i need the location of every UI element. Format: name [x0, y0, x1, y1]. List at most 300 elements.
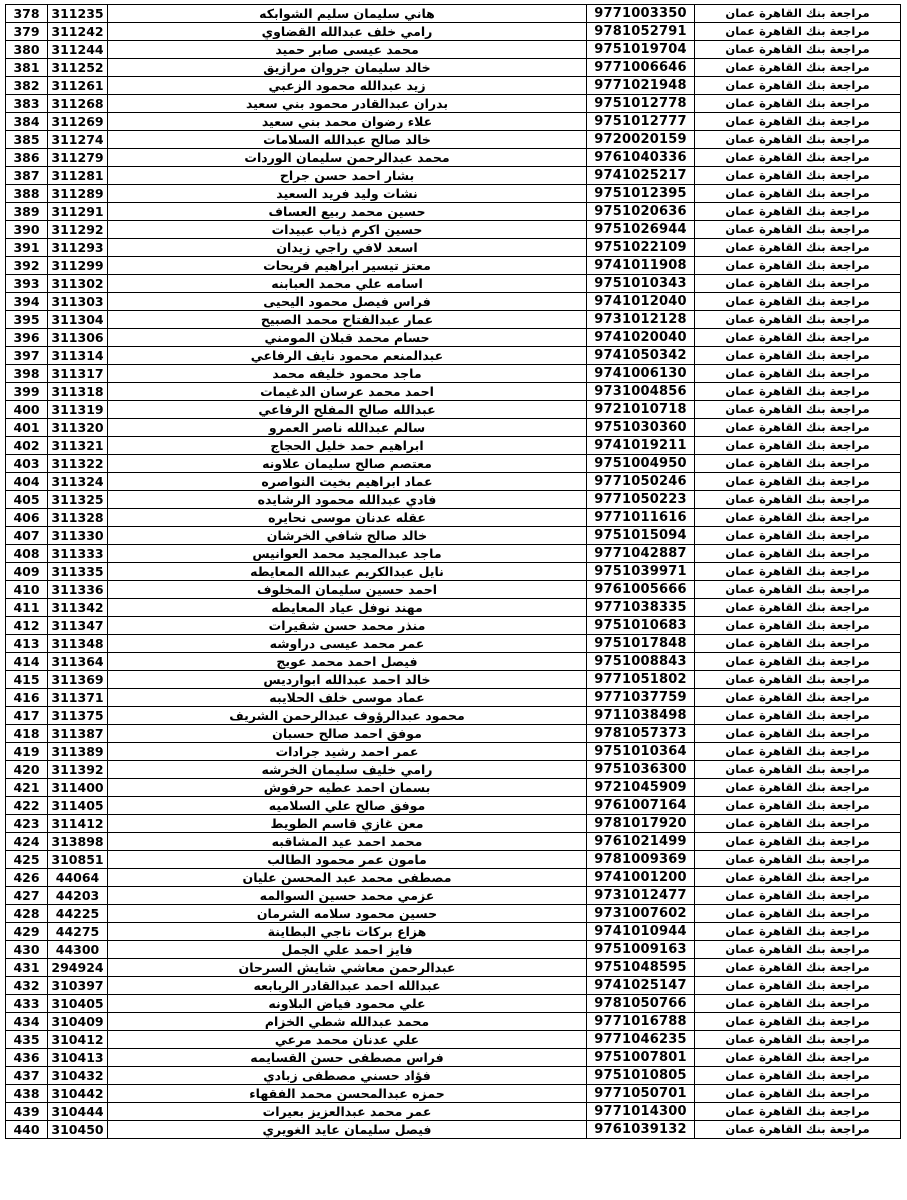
- table-row: [6, 5, 901, 23]
- cell-sequence: 396: [6, 329, 48, 347]
- cell-national-id: 9751012395: [587, 185, 695, 203]
- cell-national-id: 9731012128: [587, 311, 695, 329]
- cell-file-number: 311291: [48, 203, 108, 221]
- cell-branch: مراجعة بنك القاهرة عمان: [695, 131, 901, 149]
- cell-national-id: 9741006130: [587, 365, 695, 383]
- cell-file-number: 311289: [48, 185, 108, 203]
- cell-sequence: 431: [6, 959, 48, 977]
- cell-file-number: 311299: [48, 257, 108, 275]
- cell-sequence: 379: [6, 23, 48, 41]
- cell-file-number: 311304: [48, 311, 108, 329]
- cell-name: اسعد لافي راجي زيدان: [108, 239, 587, 257]
- cell-national-id: 9751008843: [587, 653, 695, 671]
- cell-national-id: 9721010718: [587, 401, 695, 419]
- cell-name: هاني سليمان سليم الشوابكه: [108, 5, 587, 23]
- cell-file-number: 311330: [48, 527, 108, 545]
- cell-sequence: 410: [6, 581, 48, 599]
- cell-name: عبدالله صالح المفلح الرفاعي: [108, 401, 587, 419]
- cell-national-id: 9751010683: [587, 617, 695, 635]
- cell-sequence: 394: [6, 293, 48, 311]
- cell-national-id: 9761005666: [587, 581, 695, 599]
- cell-branch: مراجعة بنك القاهرة عمان: [695, 1067, 901, 1085]
- cell-national-id: 9781050766: [587, 995, 695, 1013]
- table-row: [6, 473, 901, 491]
- table-row: [6, 131, 901, 149]
- cell-name: معتز تيسير ابراهيم فريحات: [108, 257, 587, 275]
- cell-file-number: 311318: [48, 383, 108, 401]
- cell-branch: مراجعة بنك القاهرة عمان: [695, 1103, 901, 1121]
- cell-national-id: 9720020159: [587, 131, 695, 149]
- table-row: [6, 293, 901, 311]
- cell-file-number: 311324: [48, 473, 108, 491]
- cell-branch: مراجعة بنك القاهرة عمان: [695, 149, 901, 167]
- cell-branch: مراجعة بنك القاهرة عمان: [695, 41, 901, 59]
- cell-name: علي عدنان محمد مرعي: [108, 1031, 587, 1049]
- table-row: [6, 1103, 901, 1121]
- table-row: [6, 383, 901, 401]
- table-row: [6, 527, 901, 545]
- cell-sequence: 390: [6, 221, 48, 239]
- cell-branch: مراجعة بنك القاهرة عمان: [695, 1031, 901, 1049]
- table-row: [6, 851, 901, 869]
- cell-name: فراس فيصل محمود اليحيى: [108, 293, 587, 311]
- table-row: [6, 905, 901, 923]
- cell-file-number: 310409: [48, 1013, 108, 1031]
- cell-file-number: 311328: [48, 509, 108, 527]
- table-row: [6, 149, 901, 167]
- cell-branch: مراجعة بنك القاهرة عمان: [695, 23, 901, 41]
- table-row: [6, 419, 901, 437]
- cell-sequence: 427: [6, 887, 48, 905]
- cell-file-number: 310412: [48, 1031, 108, 1049]
- table-row: [6, 1121, 901, 1139]
- cell-file-number: 311336: [48, 581, 108, 599]
- cell-national-id: 9711038498: [587, 707, 695, 725]
- cell-name: خالد صالح عبدالله السلامات: [108, 131, 587, 149]
- cell-branch: مراجعة بنك القاهرة عمان: [695, 833, 901, 851]
- cell-national-id: 9751048595: [587, 959, 695, 977]
- cell-sequence: 437: [6, 1067, 48, 1085]
- table-row: [6, 707, 901, 725]
- cell-file-number: 310405: [48, 995, 108, 1013]
- cell-branch: مراجعة بنك القاهرة عمان: [695, 599, 901, 617]
- cell-name: فؤاد حسني مصطفى زبادي: [108, 1067, 587, 1085]
- cell-branch: مراجعة بنك القاهرة عمان: [695, 365, 901, 383]
- cell-name: ماجد عبدالمجيد محمد العوانيس: [108, 545, 587, 563]
- table-row: [6, 743, 901, 761]
- table-row: [6, 509, 901, 527]
- cell-name: موفق احمد صالح حسبان: [108, 725, 587, 743]
- cell-sequence: 397: [6, 347, 48, 365]
- cell-national-id: 9751004950: [587, 455, 695, 473]
- table-row: [6, 23, 901, 41]
- table-row: [6, 95, 901, 113]
- cell-name: عزمي محمد حسين السوالمه: [108, 887, 587, 905]
- cell-name: هزاع بركات ناجي البطاينة: [108, 923, 587, 941]
- cell-branch: مراجعة بنك القاهرة عمان: [695, 257, 901, 275]
- cell-sequence: 382: [6, 77, 48, 95]
- table-row: [6, 797, 901, 815]
- cell-branch: مراجعة بنك القاهرة عمان: [695, 941, 901, 959]
- table-row: [6, 617, 901, 635]
- cell-name: حمزه عبدالمحسن محمد الفقهاء: [108, 1085, 587, 1103]
- cell-file-number: 310442: [48, 1085, 108, 1103]
- cell-branch: مراجعة بنك القاهرة عمان: [695, 995, 901, 1013]
- cell-national-id: 9751007801: [587, 1049, 695, 1067]
- cell-branch: مراجعة بنك القاهرة عمان: [695, 563, 901, 581]
- cell-file-number: 311321: [48, 437, 108, 455]
- table-row: [6, 869, 901, 887]
- cell-sequence: 412: [6, 617, 48, 635]
- cell-sequence: 405: [6, 491, 48, 509]
- cell-name: بدران عبدالقادر محمود بني سعيد: [108, 95, 587, 113]
- cell-name: نايل عبدالكريم عبدالله المعايطه: [108, 563, 587, 581]
- cell-sequence: 430: [6, 941, 48, 959]
- cell-branch: مراجعة بنك القاهرة عمان: [695, 275, 901, 293]
- table-row: [6, 977, 901, 995]
- cell-national-id: 9741011908: [587, 257, 695, 275]
- cell-file-number: 311292: [48, 221, 108, 239]
- cell-sequence: 433: [6, 995, 48, 1013]
- cell-national-id: 9741050342: [587, 347, 695, 365]
- cell-sequence: 406: [6, 509, 48, 527]
- table-row: [6, 167, 901, 185]
- cell-national-id: 9771011616: [587, 509, 695, 527]
- cell-name: محمد عيسى صابر حميد: [108, 41, 587, 59]
- cell-national-id: 9761040336: [587, 149, 695, 167]
- table-row: [6, 329, 901, 347]
- cell-name: عماد موسى خلف الحلايبه: [108, 689, 587, 707]
- cell-sequence: 398: [6, 365, 48, 383]
- cell-national-id: 9741010944: [587, 923, 695, 941]
- cell-file-number: 310444: [48, 1103, 108, 1121]
- cell-sequence: 426: [6, 869, 48, 887]
- cell-branch: مراجعة بنك القاهرة عمان: [695, 1121, 901, 1139]
- table-row: [6, 599, 901, 617]
- cell-sequence: 413: [6, 635, 48, 653]
- cell-national-id: 9761039132: [587, 1121, 695, 1139]
- cell-branch: مراجعة بنك القاهرة عمان: [695, 329, 901, 347]
- cell-name: فيصل احمد محمد عويج: [108, 653, 587, 671]
- cell-name: رامي خليف سليمان الخرشه: [108, 761, 587, 779]
- cell-sequence: 421: [6, 779, 48, 797]
- cell-branch: مراجعة بنك القاهرة عمان: [695, 509, 901, 527]
- cell-name: علاء رضوان محمد بني سعيد: [108, 113, 587, 131]
- table-row: [6, 185, 901, 203]
- cell-sequence: 420: [6, 761, 48, 779]
- cell-national-id: 9771006646: [587, 59, 695, 77]
- cell-branch: مراجعة بنك القاهرة عمان: [695, 851, 901, 869]
- cell-national-id: 9781052791: [587, 23, 695, 41]
- cell-name: عقله عدنان موسى نحايره: [108, 509, 587, 527]
- cell-name: فايز احمد علي الجمل: [108, 941, 587, 959]
- cell-file-number: 310413: [48, 1049, 108, 1067]
- cell-branch: مراجعة بنك القاهرة عمان: [695, 293, 901, 311]
- cell-name: عمار عبدالفتاح محمد الصبيح: [108, 311, 587, 329]
- table-row: [6, 239, 901, 257]
- cell-file-number: 311342: [48, 599, 108, 617]
- cell-file-number: 311333: [48, 545, 108, 563]
- cell-file-number: 44300: [48, 941, 108, 959]
- cell-sequence: 378: [6, 5, 48, 23]
- cell-sequence: 434: [6, 1013, 48, 1031]
- cell-file-number: 311375: [48, 707, 108, 725]
- cell-national-id: 9771016788: [587, 1013, 695, 1031]
- cell-name: اسامه علي محمد العبابنه: [108, 275, 587, 293]
- cell-sequence: 384: [6, 113, 48, 131]
- cell-national-id: 9751017848: [587, 635, 695, 653]
- cell-name: محمد عبدالرحمن سليمان الوردات: [108, 149, 587, 167]
- cell-national-id: 9751015094: [587, 527, 695, 545]
- cell-sequence: 387: [6, 167, 48, 185]
- table-row: [6, 1013, 901, 1031]
- cell-file-number: 311347: [48, 617, 108, 635]
- cell-branch: مراجعة بنك القاهرة عمان: [695, 95, 901, 113]
- cell-national-id: 9741025147: [587, 977, 695, 995]
- cell-sequence: 422: [6, 797, 48, 815]
- cell-national-id: 9751010364: [587, 743, 695, 761]
- table-row: [6, 257, 901, 275]
- table-row: [6, 455, 901, 473]
- cell-file-number: 311317: [48, 365, 108, 383]
- cell-name: محمد عبدالله شطي الخزام: [108, 1013, 587, 1031]
- cell-branch: مراجعة بنك القاهرة عمان: [695, 743, 901, 761]
- cell-sequence: 388: [6, 185, 48, 203]
- table-row: [6, 311, 901, 329]
- cell-sequence: 439: [6, 1103, 48, 1121]
- cell-name: سالم عبدالله ناصر العمرو: [108, 419, 587, 437]
- cell-sequence: 414: [6, 653, 48, 671]
- cell-branch: مراجعة بنك القاهرة عمان: [695, 203, 901, 221]
- cell-national-id: 9751010805: [587, 1067, 695, 1085]
- cell-branch: مراجعة بنك القاهرة عمان: [695, 311, 901, 329]
- cell-national-id: 9751012778: [587, 95, 695, 113]
- cell-branch: مراجعة بنك القاهرة عمان: [695, 59, 901, 77]
- cell-file-number: 310450: [48, 1121, 108, 1139]
- cell-national-id: 9771037759: [587, 689, 695, 707]
- table-row: [6, 41, 901, 59]
- cell-name: عبدالرحمن معاشي شايش السرحان: [108, 959, 587, 977]
- cell-branch: مراجعة بنك القاهرة عمان: [695, 473, 901, 491]
- cell-national-id: 9731012477: [587, 887, 695, 905]
- cell-name: ابراهيم حمد خليل الحجاج: [108, 437, 587, 455]
- cell-name: عمر احمد رشيد جرادات: [108, 743, 587, 761]
- table-row: [6, 401, 901, 419]
- cell-branch: مراجعة بنك القاهرة عمان: [695, 581, 901, 599]
- cell-national-id: 9771046235: [587, 1031, 695, 1049]
- cell-name: منذر محمد حسن شقيرات: [108, 617, 587, 635]
- cell-file-number: 311314: [48, 347, 108, 365]
- cell-national-id: 9751026944: [587, 221, 695, 239]
- cell-branch: مراجعة بنك القاهرة عمان: [695, 617, 901, 635]
- cell-branch: مراجعة بنك القاهرة عمان: [695, 815, 901, 833]
- cell-branch: مراجعة بنك القاهرة عمان: [695, 437, 901, 455]
- cell-branch: مراجعة بنك القاهرة عمان: [695, 545, 901, 563]
- table-row: [6, 653, 901, 671]
- cell-branch: مراجعة بنك القاهرة عمان: [695, 977, 901, 995]
- cell-branch: مراجعة بنك القاهرة عمان: [695, 185, 901, 203]
- cell-sequence: 418: [6, 725, 48, 743]
- cell-sequence: 404: [6, 473, 48, 491]
- cell-sequence: 381: [6, 59, 48, 77]
- table-row: [6, 203, 901, 221]
- cell-national-id: 9771038335: [587, 599, 695, 617]
- cell-branch: مراجعة بنك القاهرة عمان: [695, 77, 901, 95]
- cell-file-number: 311369: [48, 671, 108, 689]
- cell-file-number: 311412: [48, 815, 108, 833]
- cell-sequence: 402: [6, 437, 48, 455]
- cell-national-id: 9741001200: [587, 869, 695, 887]
- cell-name: حسام محمد قبلان المومني: [108, 329, 587, 347]
- cell-file-number: 44064: [48, 869, 108, 887]
- cell-file-number: 311261: [48, 77, 108, 95]
- cell-national-id: 9781009369: [587, 851, 695, 869]
- cell-name: احمد محمد عرسان الدغيمات: [108, 383, 587, 401]
- cell-sequence: 407: [6, 527, 48, 545]
- table-row: [6, 779, 901, 797]
- cell-national-id: 9781017920: [587, 815, 695, 833]
- cell-branch: مراجعة بنك القاهرة عمان: [695, 707, 901, 725]
- cell-national-id: 9741020040: [587, 329, 695, 347]
- cell-national-id: 9731007602: [587, 905, 695, 923]
- cell-name: عمر محمد عبدالعزيز بعيرات: [108, 1103, 587, 1121]
- cell-national-id: 9751036300: [587, 761, 695, 779]
- cell-file-number: 311279: [48, 149, 108, 167]
- cell-name: خالد احمد عبدالله ابوارديس: [108, 671, 587, 689]
- cell-file-number: 311235: [48, 5, 108, 23]
- cell-file-number: 311335: [48, 563, 108, 581]
- cell-file-number: 311303: [48, 293, 108, 311]
- cell-name: عبدالله احمد عبدالقادر الربابعه: [108, 977, 587, 995]
- cell-branch: مراجعة بنك القاهرة عمان: [695, 491, 901, 509]
- table-row: [6, 1049, 901, 1067]
- cell-sequence: 440: [6, 1121, 48, 1139]
- cell-national-id: 9771051802: [587, 671, 695, 689]
- cell-name: عمر محمد عيسى دراوشه: [108, 635, 587, 653]
- cell-name: رامي خلف عبدالله القضاوي: [108, 23, 587, 41]
- cell-sequence: 415: [6, 671, 48, 689]
- cell-branch: مراجعة بنك القاهرة عمان: [695, 959, 901, 977]
- cell-national-id: 9751030360: [587, 419, 695, 437]
- cell-sequence: 399: [6, 383, 48, 401]
- cell-branch: مراجعة بنك القاهرة عمان: [695, 869, 901, 887]
- cell-branch: مراجعة بنك القاهرة عمان: [695, 887, 901, 905]
- table-row: [6, 725, 901, 743]
- cell-name: فادي عبدالله محمود الرشايده: [108, 491, 587, 509]
- cell-branch: مراجعة بنك القاهرة عمان: [695, 239, 901, 257]
- cell-file-number: 311400: [48, 779, 108, 797]
- cell-sequence: 438: [6, 1085, 48, 1103]
- cell-sequence: 386: [6, 149, 48, 167]
- cell-branch: مراجعة بنك القاهرة عمان: [695, 1049, 901, 1067]
- table-row: [6, 671, 901, 689]
- cell-sequence: 424: [6, 833, 48, 851]
- cell-name: موفق صالح علي السلاميه: [108, 797, 587, 815]
- cell-file-number: 311348: [48, 635, 108, 653]
- cell-file-number: 311371: [48, 689, 108, 707]
- cell-branch: مراجعة بنك القاهرة عمان: [695, 383, 901, 401]
- cell-branch: مراجعة بنك القاهرة عمان: [695, 905, 901, 923]
- table-row: [6, 1031, 901, 1049]
- cell-national-id: 9751039971: [587, 563, 695, 581]
- table-row: [6, 1067, 901, 1085]
- cell-name: محمود عبدالرؤوف عبدالرحمن الشريف: [108, 707, 587, 725]
- cell-name: محمد احمد عيد المشاقبه: [108, 833, 587, 851]
- cell-national-id: 9761007164: [587, 797, 695, 815]
- cell-sequence: 428: [6, 905, 48, 923]
- table-row: [6, 923, 901, 941]
- cell-branch: مراجعة بنك القاهرة عمان: [695, 671, 901, 689]
- cell-national-id: 9731004856: [587, 383, 695, 401]
- table-row: [6, 761, 901, 779]
- cell-name: بسمان احمد عطيه حرفوش: [108, 779, 587, 797]
- cell-national-id: 9771050701: [587, 1085, 695, 1103]
- cell-file-number: 311392: [48, 761, 108, 779]
- cell-name: بشار احمد حسن جراح: [108, 167, 587, 185]
- table-row: [6, 959, 901, 977]
- table-row: [6, 365, 901, 383]
- cell-file-number: 311389: [48, 743, 108, 761]
- cell-branch: مراجعة بنك القاهرة عمان: [695, 401, 901, 419]
- cell-name: معتصم صالح سليمان علاونه: [108, 455, 587, 473]
- cell-branch: مراجعة بنك القاهرة عمان: [695, 761, 901, 779]
- cell-branch: مراجعة بنك القاهرة عمان: [695, 1085, 901, 1103]
- cell-name: حسين محمود سلامه الشرمان: [108, 905, 587, 923]
- cell-name: مصطفى محمد عبد المحسن عليان: [108, 869, 587, 887]
- cell-file-number: 311268: [48, 95, 108, 113]
- cell-file-number: 311252: [48, 59, 108, 77]
- cell-sequence: 425: [6, 851, 48, 869]
- cell-sequence: 392: [6, 257, 48, 275]
- cell-national-id: 9741025217: [587, 167, 695, 185]
- cell-file-number: 311325: [48, 491, 108, 509]
- cell-file-number: 311302: [48, 275, 108, 293]
- cell-branch: مراجعة بنك القاهرة عمان: [695, 635, 901, 653]
- cell-branch: مراجعة بنك القاهرة عمان: [695, 653, 901, 671]
- cell-sequence: 416: [6, 689, 48, 707]
- cell-file-number: 313898: [48, 833, 108, 851]
- cell-name: فراس مصطفى حسن القسايمه: [108, 1049, 587, 1067]
- cell-file-number: 311405: [48, 797, 108, 815]
- cell-sequence: 389: [6, 203, 48, 221]
- cell-file-number: 310432: [48, 1067, 108, 1085]
- cell-name: احمد حسين سليمان المخلوف: [108, 581, 587, 599]
- cell-national-id: 9771050246: [587, 473, 695, 491]
- cell-branch: مراجعة بنك القاهرة عمان: [695, 923, 901, 941]
- cell-national-id: 9751022109: [587, 239, 695, 257]
- cell-name: خالد صالح شافي الخرشان: [108, 527, 587, 545]
- cell-file-number: 311320: [48, 419, 108, 437]
- table-row: [6, 221, 901, 239]
- table-row: [6, 347, 901, 365]
- cell-branch: مراجعة بنك القاهرة عمان: [695, 419, 901, 437]
- cell-sequence: 432: [6, 977, 48, 995]
- cell-sequence: 383: [6, 95, 48, 113]
- cell-national-id: 9751009163: [587, 941, 695, 959]
- cell-file-number: 311387: [48, 725, 108, 743]
- cell-name: حسين اكرم ذياب عبيدات: [108, 221, 587, 239]
- cell-sequence: 403: [6, 455, 48, 473]
- cell-national-id: 9771014300: [587, 1103, 695, 1121]
- table-row: [6, 995, 901, 1013]
- cell-national-id: 9771003350: [587, 5, 695, 23]
- cell-file-number: 310851: [48, 851, 108, 869]
- cell-name: فيصل سليمان عايد الغويري: [108, 1121, 587, 1139]
- table-row: [6, 941, 901, 959]
- cell-file-number: 44275: [48, 923, 108, 941]
- registration-table: [5, 4, 901, 1139]
- cell-name: مامون عمر محمود الطالب: [108, 851, 587, 869]
